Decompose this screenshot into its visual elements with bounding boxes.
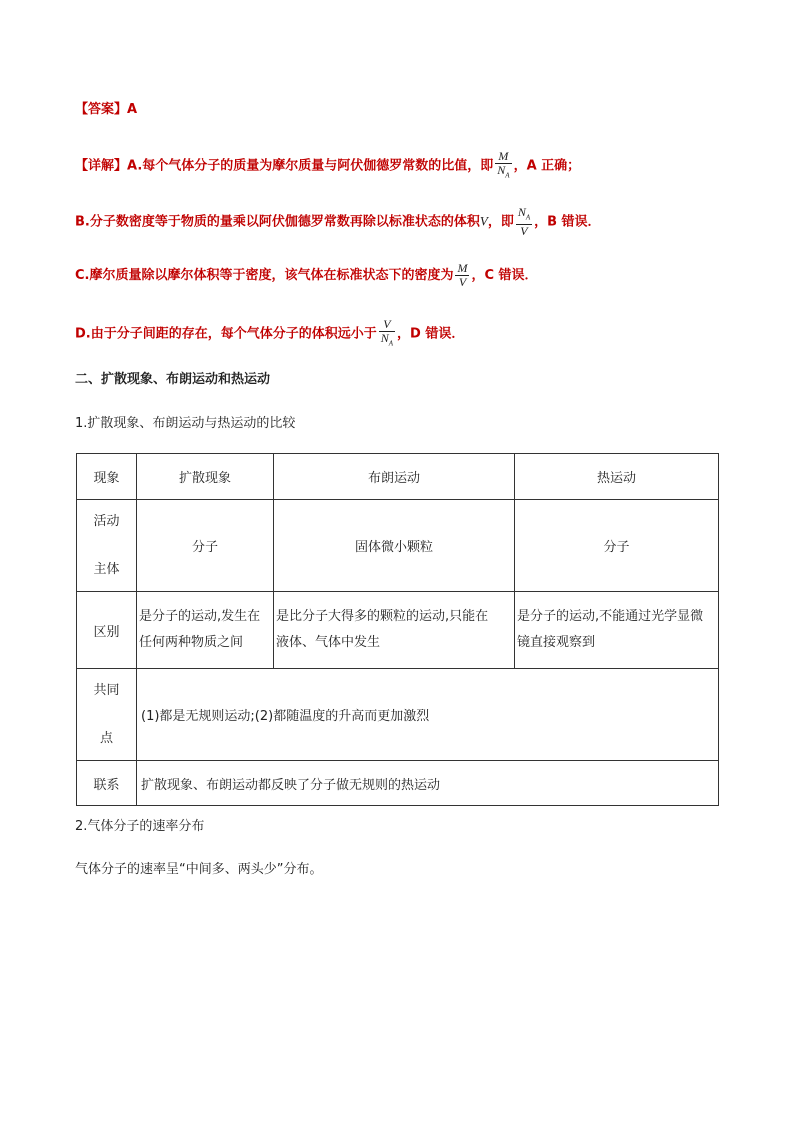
cell-subject-brownian: 固体微小颗粒 bbox=[274, 500, 515, 592]
fraction-na-over-v: $\frac{N_A}{V}$ bbox=[517, 205, 531, 239]
table-header-row bbox=[77, 454, 719, 500]
row-label-common: 共同 点 bbox=[77, 669, 137, 761]
cell-link-text: 扩散现象、布朗运动都反映了分子做无规则的热运动 bbox=[137, 761, 719, 806]
cell-diff-brownian: 是比分子大得多的颗粒的运动,只能在 液体、气体中发生 bbox=[274, 592, 515, 669]
detail-b-end: ，B 错误． bbox=[534, 214, 601, 230]
cell-subject-diffusion: 分子 bbox=[137, 500, 274, 592]
detail-label: 【详解】 bbox=[75, 158, 128, 174]
speed-distribution-text: 气体分子的速率呈“中间多、两头少”分布。 bbox=[75, 862, 323, 877]
detail-b-text: B.分子数密度等于物质的量乘以阿伏伽德罗常数再除以标准状态的体积 bbox=[75, 214, 480, 230]
subheading-speed-distribution: 2.气体分子的速率分布 bbox=[75, 819, 205, 834]
detail-d-line bbox=[75, 318, 464, 350]
row-label-link: 联系 bbox=[77, 761, 137, 806]
row-label-difference: 区别 bbox=[77, 592, 137, 669]
header-diffusion: 扩散现象 bbox=[137, 454, 274, 500]
row-label-subject: 活动 主体 bbox=[77, 500, 137, 592]
fraction-m-over-v: $\frac{M}{V}$ bbox=[457, 261, 468, 289]
header-brownian: 布朗运动 bbox=[274, 454, 515, 500]
detail-a-text: A.每个气体分子的质量为摩尔质量与阿伏伽德罗常数的比值，即 bbox=[127, 158, 494, 174]
answer-label: 【答案】 bbox=[75, 102, 128, 117]
answer-value: A bbox=[127, 102, 138, 117]
detail-b-mid: ，即 bbox=[487, 214, 514, 230]
fraction-v-over-na: $\frac{V}{N_A}$ bbox=[380, 317, 394, 348]
answer-line bbox=[75, 100, 137, 120]
cell-common-text: (1)都是无规则运动;(2)都随温度的升高而更加激烈 bbox=[137, 669, 719, 761]
cell-diff-thermal: 是分子的运动,不能通过光学显微 镜直接观察到 bbox=[515, 592, 719, 669]
cell-subject-thermal: 分子 bbox=[515, 500, 719, 592]
detail-c-end: ，C 错误． bbox=[471, 268, 538, 283]
detail-d-end: ，D 错误． bbox=[397, 326, 465, 342]
fraction-m-over-na: $\frac{M}{N_A}$ bbox=[497, 149, 510, 180]
table-row-difference bbox=[77, 592, 719, 669]
detail-a-line bbox=[75, 150, 580, 182]
header-thermal: 热运动 bbox=[515, 454, 719, 500]
table-row-common bbox=[77, 669, 719, 761]
subheading-comparison: 1.扩散现象、布朗运动与热运动的比较 bbox=[75, 416, 296, 431]
detail-b-line bbox=[75, 206, 601, 238]
table-row-subject bbox=[77, 500, 719, 592]
detail-c-line bbox=[75, 262, 538, 289]
header-phenomenon: 现象 bbox=[77, 454, 137, 500]
section-title: 二、扩散现象、布朗运动和热运动 bbox=[75, 372, 271, 387]
cell-diff-diffusion: 是分子的运动,发生在 任何两种物质之间 bbox=[137, 592, 274, 669]
table-row-link bbox=[77, 761, 719, 806]
detail-d-text: D.由于分子间距的存在，每个气体分子的体积远小于 bbox=[75, 326, 377, 342]
detail-a-end: ，A 正确； bbox=[513, 158, 581, 174]
detail-c-text: C.摩尔质量除以摩尔体积等于密度，该气体在标准状态下的密度为 bbox=[75, 268, 454, 283]
comparison-table bbox=[76, 453, 719, 806]
detail-b-var: V bbox=[479, 213, 488, 229]
